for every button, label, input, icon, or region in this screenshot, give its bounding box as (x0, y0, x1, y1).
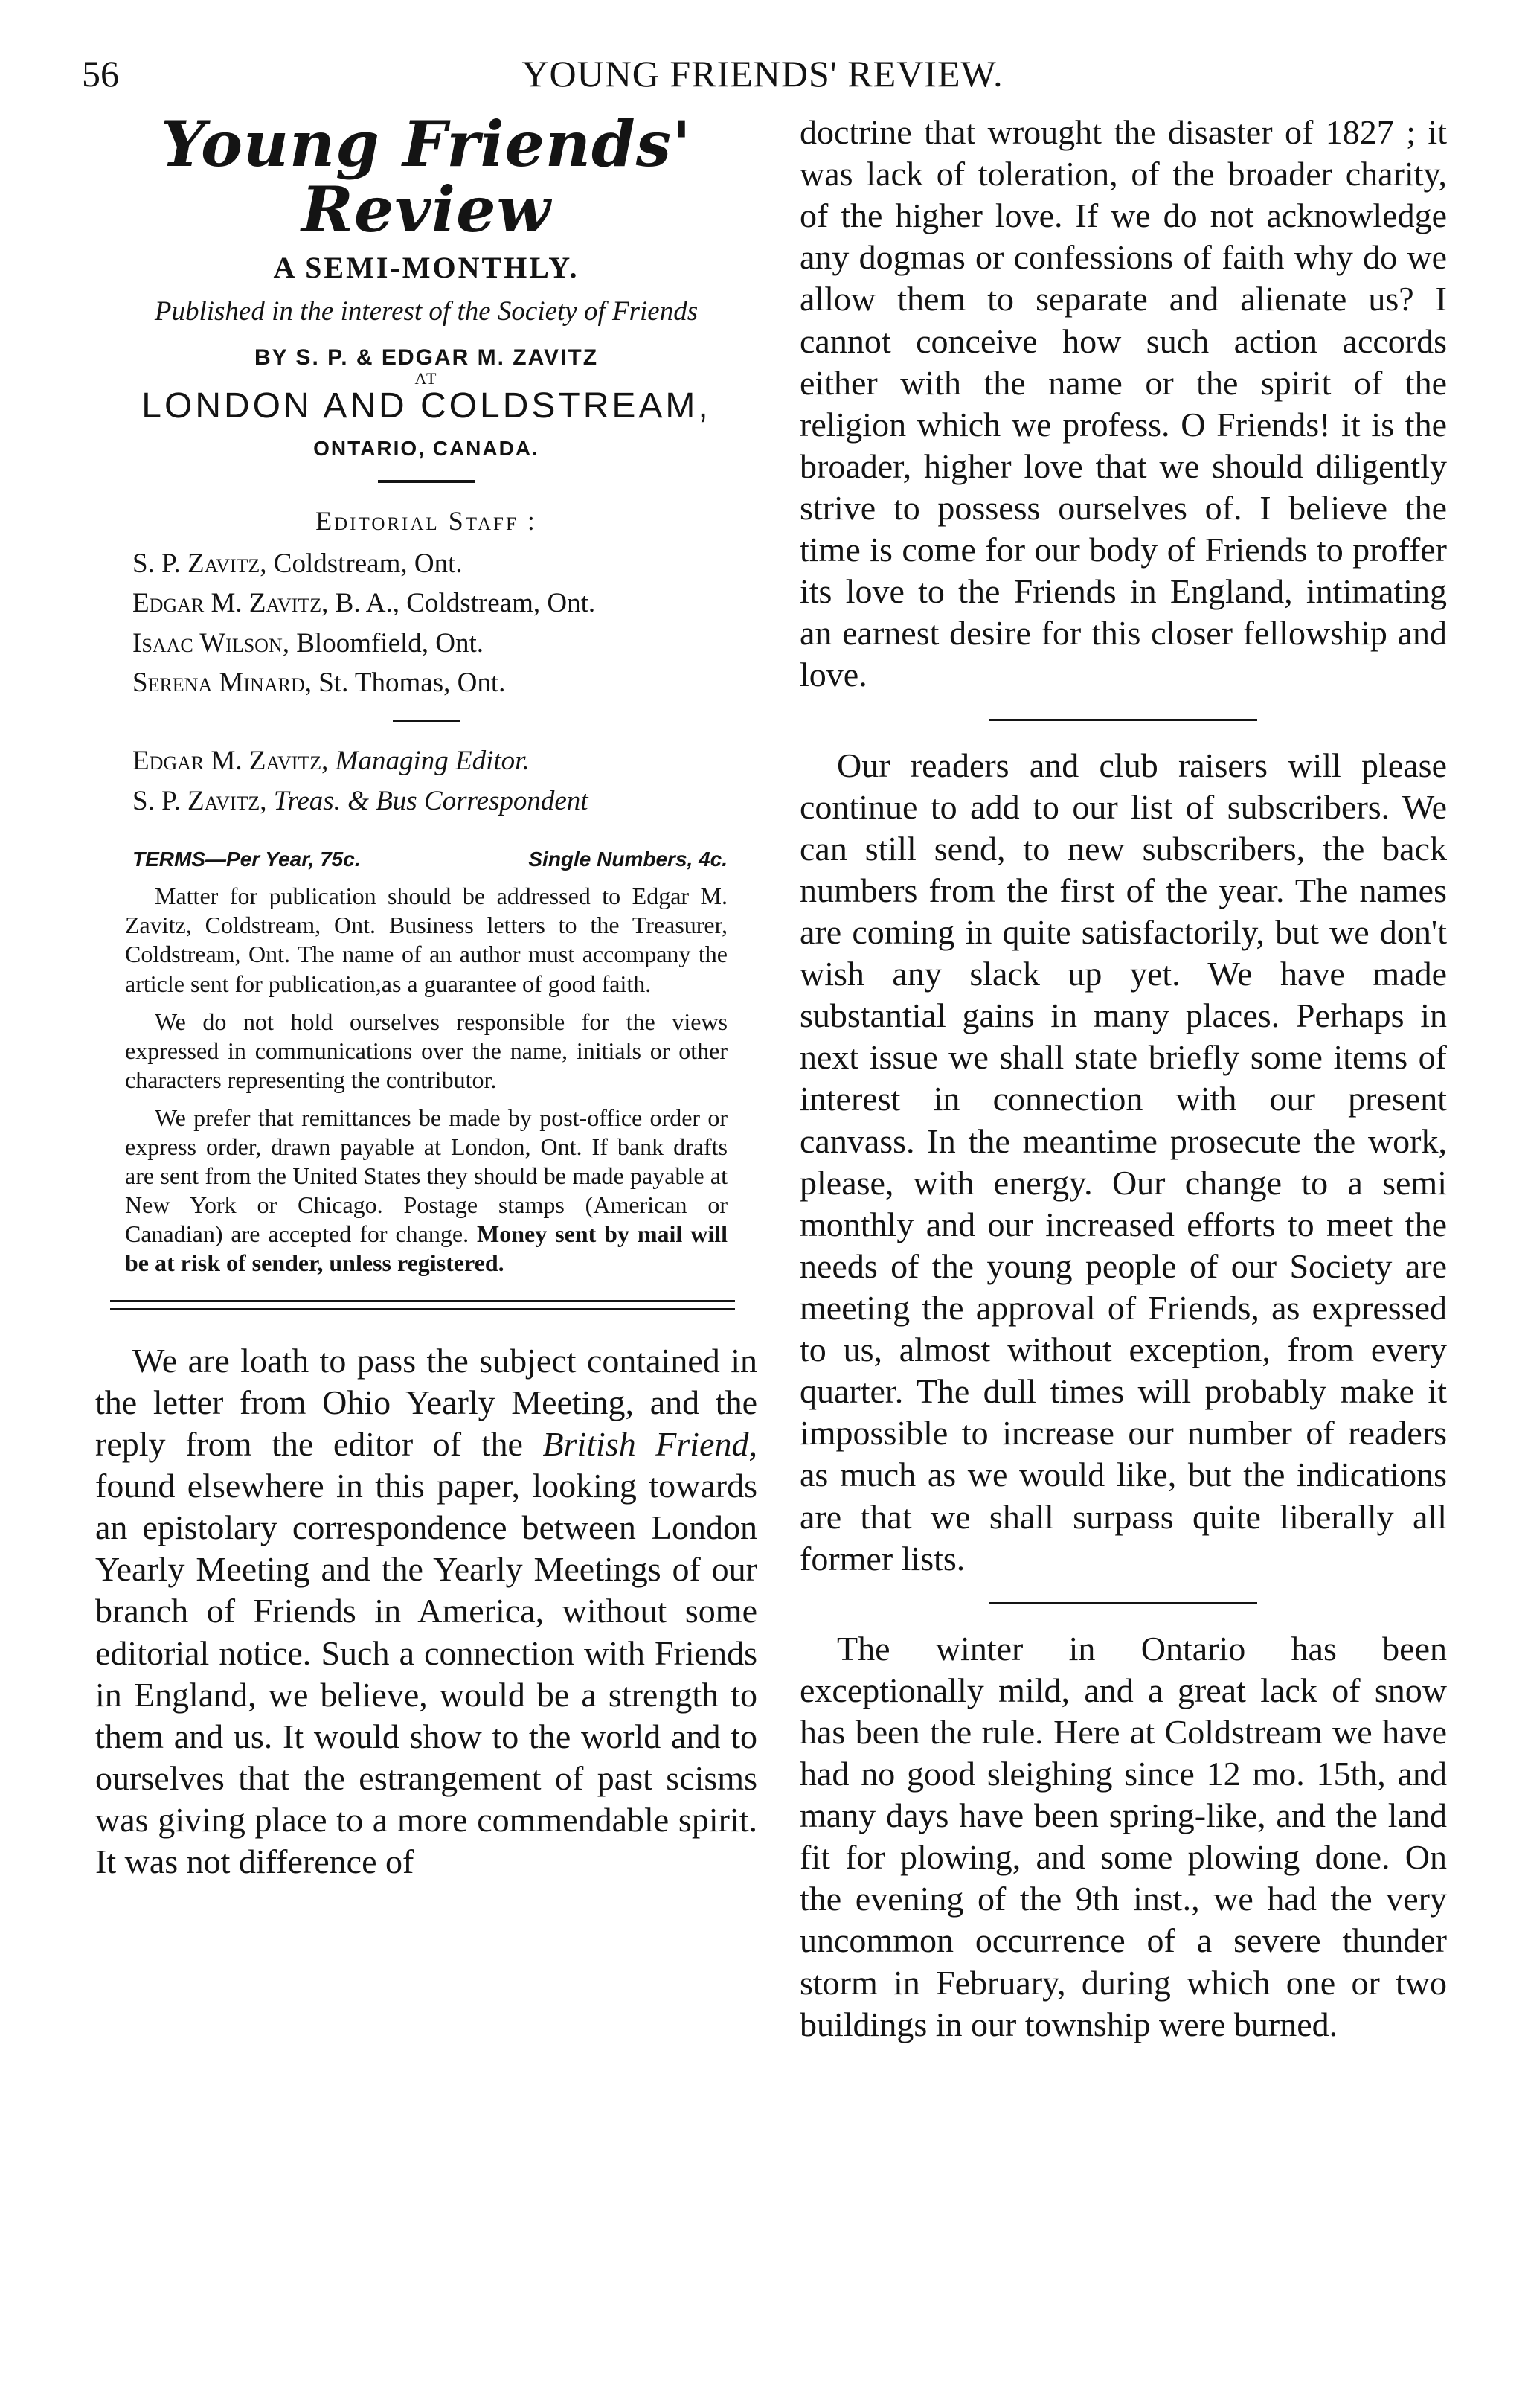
right-column (800, 112, 1447, 2046)
double-rule-divider (110, 1300, 735, 1310)
staff-member (95, 583, 757, 624)
notice-text: We prefer that remittances be made by post-office order or express order, drawn payable at London, Ont. If bank drafts are sent from the United States they should be made payable at New York or Chicago. Postage stamps (American or Canadian) are accepted for change. (125, 1104, 728, 1247)
article-paragraph (95, 1340, 757, 1883)
page-number: 56 (82, 53, 119, 95)
article-text: We are loath to pass the subject contained in the letter from Ohio Yearly Meeting, and the reply from the editor of the (95, 1341, 757, 1464)
staff-name: Isaac Wilson, (132, 627, 289, 659)
terms-single-numbers: Single Numbers, 4c. (528, 848, 728, 871)
staff-place: Bloomfield, Ont. (289, 627, 484, 659)
divider (393, 720, 460, 722)
notice-paragraph: Matter for publication should be addressed to Edgar M. Zavitz, Coldstream, Ont. Business letters to the Treasurer, Coldstream, Ont. The name of an author must accompany the article sent for publication,as a guarantee of good faith. (125, 883, 728, 997)
staff-place: B. A., Coldstream, Ont. (328, 588, 596, 619)
left-column (95, 107, 757, 1883)
masthead-city: LONDON AND COLDSTREAM, (141, 385, 711, 426)
running-title: YOUNG FRIENDS' REVIEW. (521, 53, 1004, 95)
staff-name: Edgar M. Zavitz, (132, 588, 329, 619)
staff-member (95, 663, 757, 703)
masthead-published: Published in the interest of the Society of Friends (154, 296, 699, 327)
publication-title: British Friend, (542, 1425, 757, 1464)
staff-name: Serena Minard, (132, 667, 312, 699)
masthead-title: Young Friends' Review (161, 107, 692, 247)
divider (989, 1602, 1257, 1604)
terms-per-year: TERMS—Per Year, 75c. (132, 848, 361, 871)
masthead-province: ONTARIO, CANADA. (313, 436, 539, 460)
article-text: found elsewhere in this paper, looking towards an epistolary correspondence between London Yearly Meeting and the Yearly Meetings of our branch of Friends in America, without some editorial notice. Such a connection with Friends in England, we believe, would be a strength to them and us. It would show to the world and to ourselves that the estrangement of past scisms was giving place to a more commendable spirit. It was not difference of (95, 1467, 757, 1881)
page-header (74, 52, 1451, 104)
notice-paragraph (125, 1104, 728, 1278)
winter-paragraph: The winter in Ontario has been exceptionally mild, and a great lack of snow has been the rule. Here at Coldstream we have had no good sleighing since 12 mo. 15th, and many days have been spring-like, and the land fit for plowing, and some plowing done. On the evening of the 9th inst., we had the very uncommon occurrence of a severe thunder storm in February, during which one or two buildings in our township were burned. (800, 1629, 1447, 2043)
treasurer-line (95, 781, 757, 822)
staff-member (95, 624, 757, 664)
managing-editor-line (95, 741, 757, 781)
masthead-publishers: BY S. P. & EDGAR M. ZAVITZ (254, 345, 599, 370)
masthead-at: AT (414, 368, 438, 388)
divider (989, 719, 1257, 721)
terms-line (132, 848, 728, 871)
divider (378, 480, 475, 483)
staff-place: St. Thomas, Ont. (311, 667, 506, 699)
managing-editor-role: Managing Editor. (328, 746, 530, 777)
treasurer-name: S. P. Zavitz, (132, 785, 267, 816)
staff-place: Coldstream, Ont. (266, 548, 463, 579)
staff-name: S. P. Zavitz, (132, 548, 267, 579)
managing-editor-name: Edgar M. Zavitz, (132, 746, 329, 777)
treasurer-role: Treas. & Bus Correspondent (266, 785, 588, 816)
notice-bold-text: Money sent by mail will be at risk of sender, unless registered. (125, 1220, 728, 1276)
notice-paragraph: We do not hold ourselves responsible for the views expressed in communications over the name, initials or other characters representing the contributor. (125, 1008, 728, 1093)
masthead-subtitle: A SEMI-MONTHLY. (273, 251, 580, 285)
editorial-staff-heading: Editorial Staff : (315, 505, 537, 536)
readers-paragraph: Our readers and club raisers will please continue to add to our list of subscribers. We can still send, to new subscribers, the back numbers from the first of the year. The names are coming in quite satisfactorily, but we don't wish any slack up yet. We have made substantial gains in many places. Perhaps in next issue we shall state briefly some items of interest in connection with our present canvass. In the meantime prosecute the work, please, with energy. Our change to a semi monthly and our increased efforts to meet the needs of the young people of our Society are meeting the approval of Friends, as expressed to us, almost without exception, from every quarter. The dull times will probably make it impossible to increase our number of readers as much as we would like, but the indications are that we shall surpass quite liberally all former lists. (800, 746, 1447, 1578)
article-continuation: doctrine that wrought the disaster of 1827 ; it was lack of toleration, of the broader charity, of the higher love. If we do not acknowledge any dogmas or confessions of faith why do we allow them to separate and alienate us? I cannot conceive how such action accords either with the name or the spirit of the religion which we profess. O Friends! it is the broader, higher love that we should diligently strive to possess ourselves of. I believe the time is come for our body of Friends to proffer its love to the Friends in England, intimating an earnest desire for this closer fellowship and love. (800, 113, 1447, 694)
staff-member (95, 544, 757, 584)
